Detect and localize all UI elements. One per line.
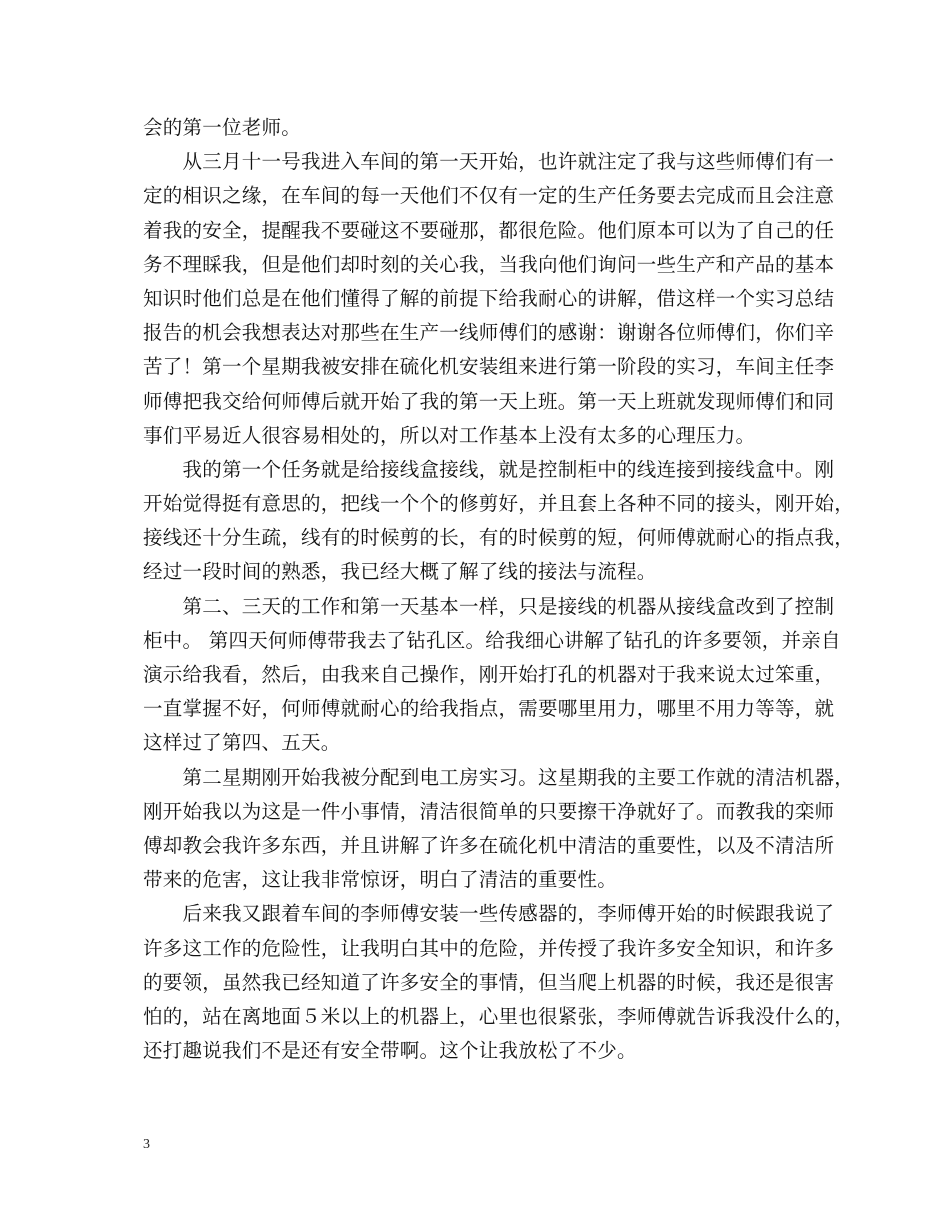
text-line: 还打趣说我们不是还有安全带啊。这个让我放松了不少。 [143,1039,637,1063]
text-line: 怕的，站在离地面５米以上的机器上，心里也很紧张，李师傅就告诉我没什么的， [143,1004,855,1028]
text-line: 知识时他们总是在他们懂得了解的前提下给我耐心的讲解，借这样一个实习总结 [143,286,835,310]
text-line: 第二星期刚开始我被分配到电工房实习。这星期我的主要工作就的清洁机器， [143,765,855,789]
text-line: 定的相识之缘，在车间的每一天他们不仅有一定的生产任务要去完成而且会注意 [143,184,835,208]
text-line: 一直掌握不好，何师傅就耐心的给我指点，需要哪里用力，哪里不用力等等，就 [143,697,835,721]
text-line: 事们平易近人很容易相处的，所以对工作基本上没有太多的心理压力。 [143,423,756,447]
text-line: 苦了！第一个星期我被安排在硫化机安装组来进行第一阶段的实习，车间主任李 [143,355,835,379]
body-text [143,111,855,1068]
text-line: 师傅把我交给何师傅后就开始了我的第一天上班。第一天上班就发现师傅们和同 [143,389,835,413]
text-line: 柜中。 第四天何师傅带我去了钻孔区。给我细心讲解了钻孔的许多要领，并亲自 [143,628,841,652]
text-line: 务不理睬我，但是他们却时刻的关心我，当我向他们询问一些生产和产品的基本 [143,252,835,276]
text-line: 第二、三天的工作和第一天基本一样，只是接线的机器从接线盒改到了控制 [143,594,835,618]
text-line: 傅却教会我许多东西，并且讲解了许多在硫化机中清洁的重要性，以及不清洁所 [143,833,835,857]
text-line: 这样过了第四、五天。 [143,731,341,755]
text-line: 报告的机会我想表达对那些在生产一线师傅们的感谢：谢谢各位师傅们，你们辛 [143,321,835,345]
text-line: 会的第一位老师。 [143,116,302,139]
text-line: 许多这工作的危险性，让我明白其中的危险，并传授了我许多安全知识，和许多 [143,936,835,960]
text-line: 接线还十分生疏，线有的时候剪的长，有的时候剪的短，何师傅就耐心的指点我， [143,526,855,550]
text-line: 演示给我看，然后，由我来自己操作，刚开始打孔的机器对于我来说太过笨重， [143,663,835,686]
text-line: 开始觉得挺有意思的，把线一个个的修剪好，并且套上各种不同的接头，刚开始， [143,492,855,516]
text-line: 的要领，虽然我已经知道了许多安全的事情，但当爬上机器的时候，我还是很害 [143,970,835,994]
text-line: 我的第一个任务就是给接线盒接线，就是控制柜中的线连接到接线盒中。刚 [143,457,835,481]
text-line: 从三月十一号我进入车间的第一天开始，也许就注定了我与这些师傅们有一 [143,150,835,174]
text-line: 带来的危害，这让我非常惊讶，明白了清洁的重要性。 [143,868,618,892]
text-line: 刚开始我以为这是一件小事情，清洁很简单的只要擦干净就好了。而教我的栾师 [143,799,835,823]
page-number: 3 [143,1137,150,1152]
text-line: 后来我又跟着车间的李师傅安装一些传感器的，李师傅开始的时候跟我说了 [143,902,835,926]
text-line: 经过一段时间的熟悉，我已经大概了解了线的接法与流程。 [143,560,657,584]
text-line: 着我的安全，提醒我不要碰这不要碰那，都很危险。他们原本可以为了自己的任 [143,218,835,242]
